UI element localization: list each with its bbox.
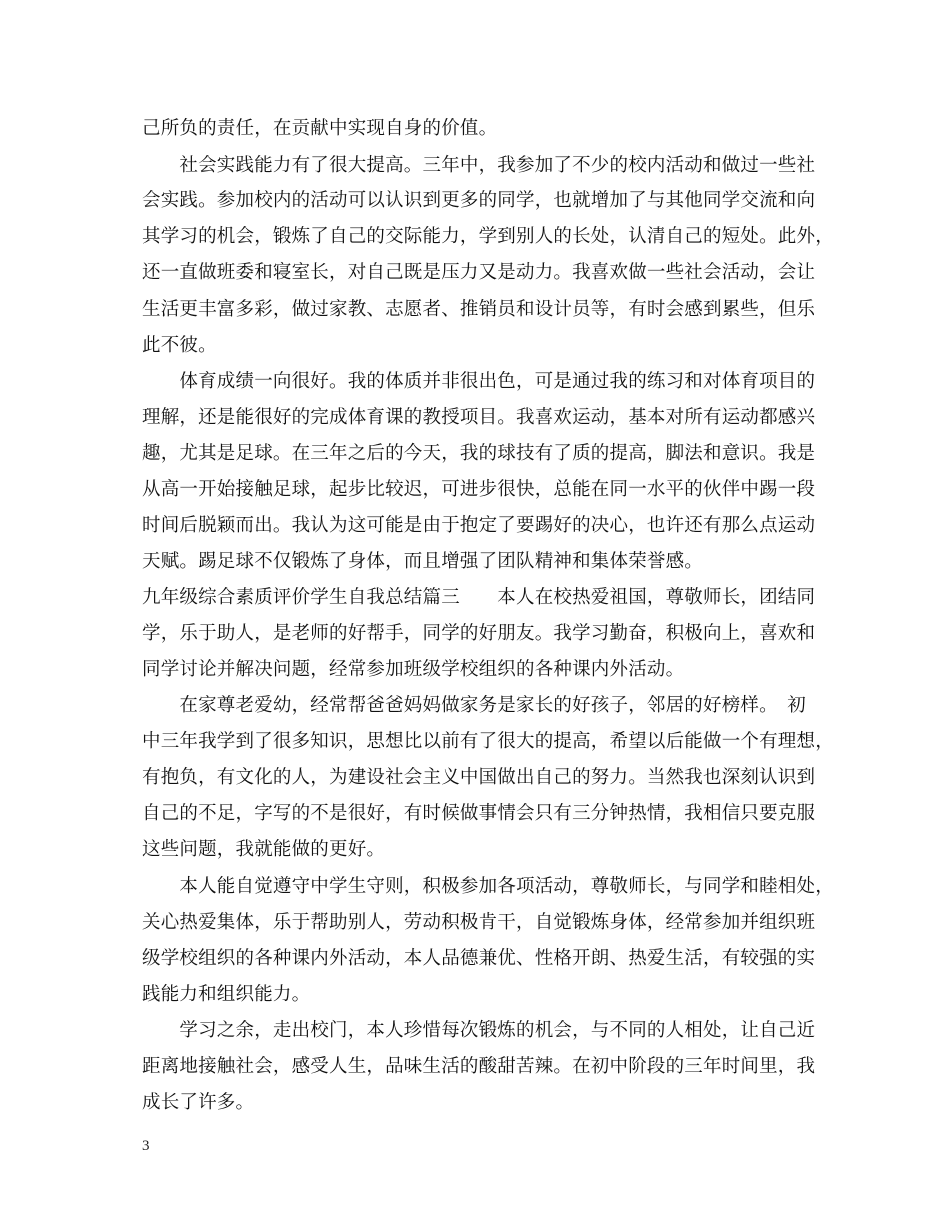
text-line: 关心热爱集体，乐于帮助别人，劳动积极肯干，自觉锻炼身体，经常参加并组织班 <box>142 912 816 933</box>
text-line: 此不彼。 <box>142 335 217 356</box>
text-line: 天赋。踢足球不仅锻炼了身体，而且增强了团队精神和集体荣誉感。 <box>142 551 704 572</box>
text-line: 趣，尤其是足球。在三年之后的今天，我的球技有了质的提高，脚法和意识。我是 <box>142 443 816 464</box>
text-line: 践能力和组织能力。 <box>142 984 311 1005</box>
text-line: 时间后脱颖而出。我认为这可能是由于抱定了要踢好的决心，也许还有那么点运动 <box>142 515 816 536</box>
text-line: 有抱负，有文化的人，为建设社会主义中国做出自己的努力。当然我也深刻认识到 <box>142 767 816 788</box>
text-line: 从高一开始接触足球，起步比较迟，可进步很快，总能在同一水平的伙伴中踢一段 <box>142 479 816 500</box>
text-line: 己所负的责任，在贡献中实现自身的价值。 <box>142 118 498 139</box>
text-line: 生活更丰富多彩，做过家教、志愿者、推销员和设计员等，有时会感到累些，但乐 <box>142 299 816 320</box>
text-line: 社会实践能力有了很大提高。三年中，我参加了不少的校内活动和做过一些社 <box>142 155 816 176</box>
page-number: 3 <box>142 1138 150 1154</box>
text-line: 这些问题，我就能做的更好。 <box>142 839 386 860</box>
text-line: 其学习的机会，锻炼了自己的交际能力，学到别人的长处，认清自己的短处。此外， <box>142 226 834 247</box>
text-line: 理解，还是能很好的完成体育课的教授项目。我喜欢运动，基本对所有运动都感兴 <box>142 407 816 428</box>
text-line: 会实践。参加校内的活动可以认识到更多的同学，也就增加了与其他同学交流和向 <box>142 190 816 211</box>
section-heading-line: 九年级综合素质评价学生自我总结篇三 本人在校热爱祖国，尊敬师长，团结同 <box>142 587 816 608</box>
text-line: 本人能自觉遵守中学生守则，积极参加各项活动，尊敬师长，与同学和睦相处， <box>142 876 834 897</box>
text-line: 体育成绩一向很好。我的体质并非很出色，可是通过我的练习和对体育项目的 <box>142 371 816 392</box>
text-line: 在家尊老爱幼，经常帮爸爸妈妈做家务是家长的好孩子，邻居的好榜样。 初 <box>142 695 806 716</box>
text-line: 距离地接触社会，感受人生，品味生活的酸甜苦辣。在初中阶段的三年时间里，我 <box>142 1056 816 1077</box>
text-line: 成长了许多。 <box>142 1092 255 1113</box>
text-line: 自己的不足，字写的不是很好，有时候做事情会只有三分钟热情，我相信只要克服 <box>142 803 816 824</box>
text-line: 还一直做班委和寝室长，对自己既是压力又是动力。我喜欢做一些社会活动，会让 <box>142 262 816 283</box>
text-line: 学，乐于助人，是老师的好帮手，同学的好朋友。我学习勤奋，积极向上，喜欢和 <box>142 623 816 644</box>
text-line: 同学讨论并解决问题，经常参加班级学校组织的各种课内外活动。 <box>142 659 685 680</box>
text-line: 中三年我学到了很多知识，思想比以前有了很大的提高，希望以后能做一个有理想， <box>142 731 834 752</box>
text-line: 学习之余，走出校门，本人珍惜每次锻炼的机会，与不同的人相处，让自己近 <box>142 1020 816 1041</box>
text-line: 级学校组织的各种课内外活动，本人品德兼优、性格开朗、热爱生活，有较强的实 <box>142 948 816 969</box>
